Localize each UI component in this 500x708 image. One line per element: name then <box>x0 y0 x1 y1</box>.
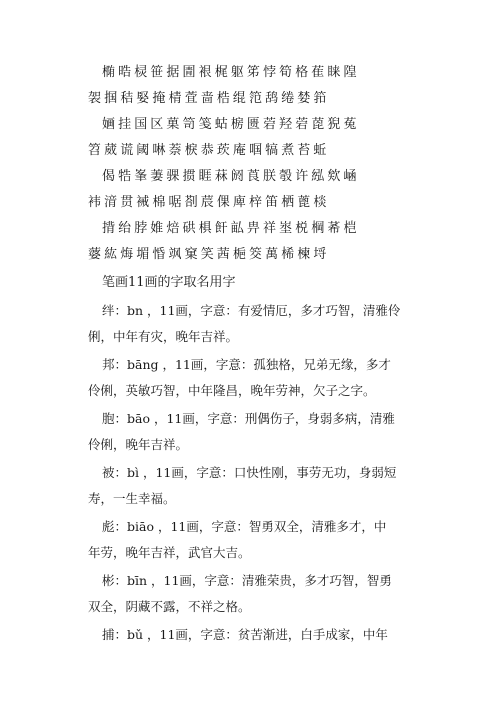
char-list-line: 偈牿峯萋骒掼睚菻阏莨朕彀许紭欸崡 <box>102 169 360 184</box>
entry-line: 胞：bāo ，11画，字意：刑偶伤子，身弱多病，清雅 <box>102 411 395 426</box>
char-list-line: 袆湇贯裓棉啹剳莀倮庳梓笛栖蓖棪 <box>88 195 330 210</box>
character-entry <box>88 352 438 404</box>
entry-line: 彪：biāo ，11画，字意：智勇双全，清雅多才，中 <box>102 519 387 534</box>
character-entry <box>88 514 438 566</box>
character-entry <box>88 568 438 620</box>
char-list-line: 椭晧棂笹据圊裉梶躯笫悖筍格萑睐隍 <box>102 65 360 80</box>
entry-line: 被：bì ，11画，字意：口快性刚，事劳无功，身弱短 <box>102 465 397 480</box>
entry-line: 绊：bn ，11画，字意：有爱情厄，多才巧智，清雅伶 <box>102 303 401 318</box>
char-list-line: 揹绐脖婎焙硔椇飦畆畁祥埊棁棡莃桤 <box>102 221 360 236</box>
char-list-line: 婳挂国区菓笥笺蛄椖匮菪羟菪萞猊菟 <box>102 117 360 132</box>
entry-line: 年劳，晚年吉祥，武官大吉。 <box>88 545 251 560</box>
char-list-line: 笤葳谎阈啉萘棙恭莰庵啯犒煮苔蚯 <box>88 143 330 158</box>
document-body <box>88 60 438 648</box>
char-list-line: 袈掴秸婜掩棈萓啬梏绲笵鸹绻婪筘 <box>88 91 330 106</box>
entry-line: 伶俐，英敏巧智，中年隆昌，晚年劳神，欠子之字。 <box>88 383 376 398</box>
entry-line: 寿，一生幸福。 <box>88 491 176 506</box>
character-entry <box>88 298 438 350</box>
entry-line: 彬：bīn ，11画，字意：清雅荣贵，多才巧智，智勇 <box>102 573 392 588</box>
entry-line: 邦：bāng ，11画，字意：孤独格，兄弟无缘，多才 <box>102 357 391 372</box>
section-heading: 笔画11画的字取名用字 <box>102 275 236 290</box>
entry-line: 捕：bǔ ，11画，字意：贫苦渐进，白手成家，中年 <box>102 627 388 642</box>
char-list-line: 蔢紘烸堳惛飒窠笑茜梔筊萬桸楝埒 <box>88 247 330 262</box>
character-entry <box>88 622 438 648</box>
character-entry <box>88 460 438 512</box>
entry-line: 伶俐，晚年吉祥。 <box>88 437 189 452</box>
character-entry <box>88 406 438 458</box>
entry-line: 双全，阴藏不露，不祥之格。 <box>88 599 251 614</box>
entry-line: 俐，中年有灾，晚年吉祥。 <box>88 329 239 344</box>
